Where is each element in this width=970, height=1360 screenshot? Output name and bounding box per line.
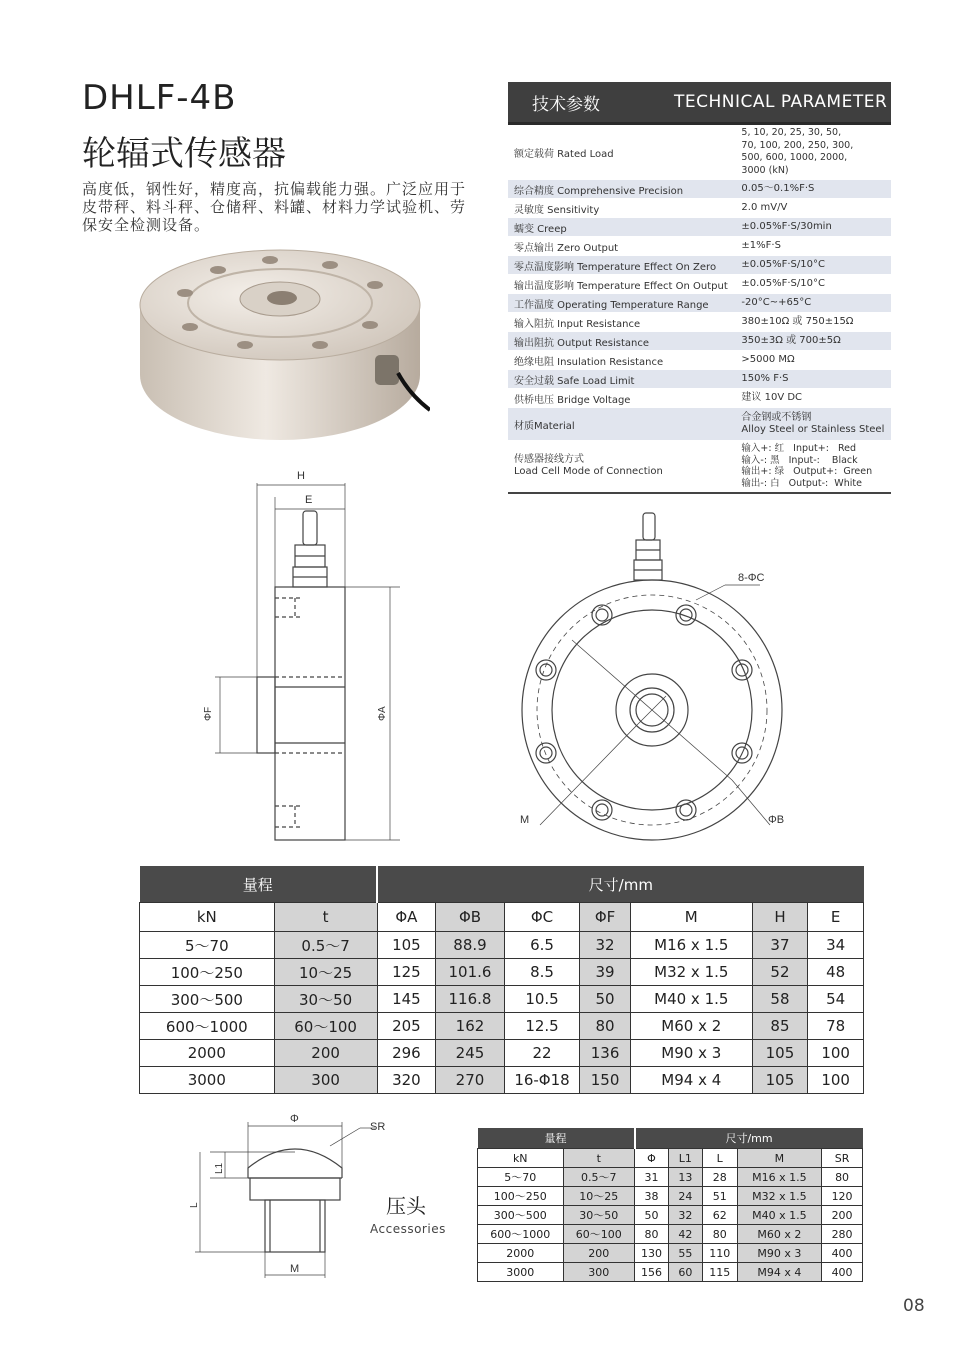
table-cell: 205 [377,1013,436,1040]
col-header: L1 [668,1149,702,1168]
tech-row [508,370,891,389]
tech-value: 150% F·S [741,373,789,384]
col-header: ΦA [377,903,436,932]
col-header: L [702,1149,737,1168]
table-cell: 8.5 [504,959,579,986]
table-cell: 32 [580,932,631,959]
table-cell: M90 x 3 [630,1040,752,1067]
table-header-row [140,903,864,932]
table-cell: 78 [808,1013,864,1040]
table-cell: M16 x 1.5 [630,932,752,959]
table-cell: 22 [504,1040,579,1067]
tech-value: ±0.05%F·S/10°C [741,278,825,289]
table-row [478,1263,863,1282]
table-cell: 3000 [478,1263,564,1282]
tech-row [508,199,891,218]
table-row [478,1206,863,1225]
tech-row [508,351,891,370]
acc-label-m: M [290,1263,300,1275]
table-cell: 105 [377,932,436,959]
table-cell: 115 [702,1263,737,1282]
tech-value: 2.0 mV/V [741,202,788,213]
tech-bottom-rule [508,492,891,494]
table-cell: 80 [702,1225,737,1244]
acc-label-l: L [189,1202,200,1208]
table-cell: 400 [822,1244,863,1263]
tech-key: 绝缘电阻 Insulation Resistance [514,356,664,368]
col-header: M [737,1149,821,1168]
table-cell: 136 [580,1040,631,1067]
group-range: 量程 [140,866,378,903]
col-header: kN [140,903,275,932]
table-cell: 101.6 [436,959,505,986]
table-group-header [478,1128,863,1149]
tech-row [508,218,891,237]
col-header: H [752,903,808,932]
tech-key: 供桥电压 Bridge Voltage [514,394,631,406]
product-photo [130,245,430,445]
table-cell: 24 [668,1187,702,1206]
tech-value: 0.05～0.1%F·S [741,183,815,194]
table-cell: 150 [580,1067,631,1094]
table-cell: 51 [702,1187,737,1206]
tech-row [508,408,891,441]
table-cell: 60～100 [563,1225,635,1244]
col-header: Φ [635,1149,669,1168]
table-row [478,1244,863,1263]
tech-row [508,256,891,275]
page-number: 08 [903,1296,925,1316]
table-cell: 13 [668,1168,702,1187]
col-header: ΦF [580,903,631,932]
tech-key: 灵敏度 Sensitivity [514,204,600,216]
table-cell: 156 [635,1263,669,1282]
acc-label-sr: SR [370,1121,386,1133]
table-cell: 48 [808,959,864,986]
tech-row [508,125,891,180]
acc-label-l1: L1 [214,1162,225,1174]
table-cell: 32 [668,1206,702,1225]
accessory-table [477,1128,863,1282]
table-cell: 2000 [478,1244,564,1263]
tech-key: 蠕变 Creep [514,223,567,235]
accessory-title-cn: 压头 [386,1194,426,1218]
table-row [140,986,864,1013]
accessory-title-en: Accessories [370,1222,446,1236]
tech-key: 传感器接线方式 Load Cell Mode of Connection [514,454,663,477]
table-cell: 12.5 [504,1013,579,1040]
table-cell: 600～1000 [478,1225,564,1244]
tech-key: 工作温度 Operating Temperature Range [514,299,709,311]
table-cell: 200 [822,1206,863,1225]
table-cell: 80 [580,1013,631,1040]
tech-key: 综合精度 Comprehensive Precision [514,185,684,197]
tech-key: 额定载荷 Rated Load [514,148,614,160]
tech-row [508,180,891,199]
table-cell: 280 [822,1225,863,1244]
dimension-table [139,866,864,1094]
table-cell: 145 [377,986,436,1013]
tech-value: ±0.05%F·S/10°C [741,259,825,270]
table-cell: M32 x 1.5 [630,959,752,986]
label-phiA: ΦA [377,706,388,721]
table-cell: 300～500 [478,1206,564,1225]
label-M: M [520,814,530,826]
table-row [140,1013,864,1040]
tech-row [508,294,891,313]
table-cell: 55 [668,1244,702,1263]
table-cell: 5～70 [478,1168,564,1187]
tech-key: 安全过载 Safe Load Limit [514,375,635,387]
table-cell: 60～100 [274,1013,377,1040]
tech-key: 输入阻抗 Input Resistance [514,318,641,330]
table-header-row [478,1149,863,1168]
table-cell: 37 [752,932,808,959]
table-cell: 5～70 [140,932,275,959]
side-view-drawing [195,465,410,850]
tech-value: 350±3Ω 或 700±5Ω [741,335,841,346]
table-cell: 300 [563,1263,635,1282]
col-header: kN [478,1149,564,1168]
table-cell: 10.5 [504,986,579,1013]
table-cell: 30～50 [563,1206,635,1225]
top-view-drawing [510,505,800,850]
table-row [478,1225,863,1244]
table-cell: 120 [822,1187,863,1206]
table-cell: 54 [808,986,864,1013]
table-row [140,959,864,986]
tech-title-en: TECHNICAL PARAMETER [674,92,888,112]
tech-row [508,237,891,256]
table-cell: 320 [377,1067,436,1094]
col-header: E [808,903,864,932]
table-cell: 270 [436,1067,505,1094]
tech-row [508,389,891,408]
tech-key: 零点输出 Zero Output [514,242,619,254]
col-header: t [274,903,377,932]
table-cell: 85 [752,1013,808,1040]
table-cell: M94 x 4 [630,1067,752,1094]
tech-row [508,441,891,492]
label-E: E [305,494,313,506]
tech-row [508,332,891,351]
table-cell: 200 [563,1244,635,1263]
table-cell: 62 [702,1206,737,1225]
tech-value: 380±10Ω 或 750±15Ω [741,316,854,327]
col-header: M [630,903,752,932]
table-cell: 30～50 [274,986,377,1013]
tech-key: 输出阻抗 Output Resistance [514,337,649,349]
table-cell: 34 [808,932,864,959]
model-title: DHLF-4B [82,78,237,118]
table-cell: M16 x 1.5 [737,1168,821,1187]
tech-row [508,275,891,294]
table-cell: 28 [702,1168,737,1187]
tech-key: 材质Material [514,420,575,432]
accessory-drawing [180,1110,400,1285]
tech-value: >5000 MΩ [741,354,795,365]
technical-parameter-table [508,82,891,494]
table-cell: 105 [752,1040,808,1067]
table-cell: 116.8 [436,986,505,1013]
table-cell: M40 x 1.5 [630,986,752,1013]
table-row [140,932,864,959]
table-cell: 16-Φ18 [504,1067,579,1094]
label-phiF: ΦF [203,706,214,721]
table-cell: 125 [377,959,436,986]
table-cell: 10～25 [563,1187,635,1206]
tech-value: ±0.05%F·S/30min [741,221,832,232]
table-cell: 80 [635,1225,669,1244]
acc-label-phi: Φ [290,1113,299,1125]
table-group-header [140,866,864,903]
col-header: SR [822,1149,863,1168]
table-cell: 296 [377,1040,436,1067]
tech-value: 输入+: 红 Input+: Red 输入-: 黑 Input-: Black 输出+: 绿 Output+: Green 输出-: 白 Output-: White [741,443,873,489]
table-cell: 600～1000 [140,1013,275,1040]
group-range: 量程 [478,1128,635,1149]
tech-value: 合金钢或不锈钢 Alloy Steel or Stainless Steel [741,412,885,435]
tech-key: 输出温度影响 Temperature Effect On Output [514,280,728,292]
tech-value: 建议 10V DC [741,392,803,403]
col-header: t [563,1149,635,1168]
table-cell: 10～25 [274,959,377,986]
table-cell: 52 [752,959,808,986]
table-cell: 6.5 [504,932,579,959]
group-dimensions: 尺寸/mm [377,866,863,903]
table-cell: 100 [808,1040,864,1067]
label-H: H [297,470,305,482]
table-cell: 88.9 [436,932,505,959]
table-cell: 0.5～7 [563,1168,635,1187]
group-dimensions: 尺寸/mm [635,1128,863,1149]
table-cell: 60 [668,1263,702,1282]
table-row [478,1168,863,1187]
table-cell: M60 x 2 [630,1013,752,1040]
table-cell: 100～250 [140,959,275,986]
tech-value: ±1%F·S [741,240,781,251]
table-cell: 110 [702,1244,737,1263]
tech-header [508,82,891,125]
table-cell: 105 [752,1067,808,1094]
table-cell: 100 [808,1067,864,1094]
table-cell: M94 x 4 [737,1263,821,1282]
table-cell: M90 x 3 [737,1244,821,1263]
table-cell: 39 [580,959,631,986]
table-cell: 0.5～7 [274,932,377,959]
product-description: 高度低，钢性好，精度高，抗偏载能力强。广泛应用于皮带秤、料斗秤、仓储秤、料罐、材料力学试验机、劳保安全检测设备。 [82,180,467,234]
label-8phiC: 8-ΦC [738,572,765,584]
table-row [478,1187,863,1206]
table-cell: 58 [752,986,808,1013]
tech-value: -20°C~+65°C [741,297,812,308]
table-cell: 100～250 [478,1187,564,1206]
table-cell: 38 [635,1187,669,1206]
label-phiB: ΦB [768,814,785,826]
table-cell: 162 [436,1013,505,1040]
tech-value: 5, 10, 20, 25, 30, 50, 70, 100, 200, 250, 300, 500, 600, 1000, 2000, 3000 (kN) [741,127,854,176]
table-row [140,1040,864,1067]
table-cell: 50 [580,986,631,1013]
table-cell: 130 [635,1244,669,1263]
table-cell: 31 [635,1168,669,1187]
table-cell: M32 x 1.5 [737,1187,821,1206]
table-cell: 300 [274,1067,377,1094]
table-cell: 200 [274,1040,377,1067]
col-header: ΦB [436,903,505,932]
table-cell: 50 [635,1206,669,1225]
table-cell: 42 [668,1225,702,1244]
tech-row [508,313,891,332]
col-header: ΦC [504,903,579,932]
table-cell: M40 x 1.5 [737,1206,821,1225]
tech-title-cn: 技术参数 [532,94,600,115]
table-cell: 400 [822,1263,863,1282]
table-cell: 245 [436,1040,505,1067]
table-cell: 3000 [140,1067,275,1094]
table-cell: M60 x 2 [737,1225,821,1244]
product-name: 轮辐式传感器 [82,134,286,174]
table-cell: 80 [822,1168,863,1187]
tech-key: 零点温度影响 Temperature Effect On Zero [514,261,717,273]
table-cell: 300～500 [140,986,275,1013]
table-cell: 2000 [140,1040,275,1067]
table-row [140,1067,864,1094]
